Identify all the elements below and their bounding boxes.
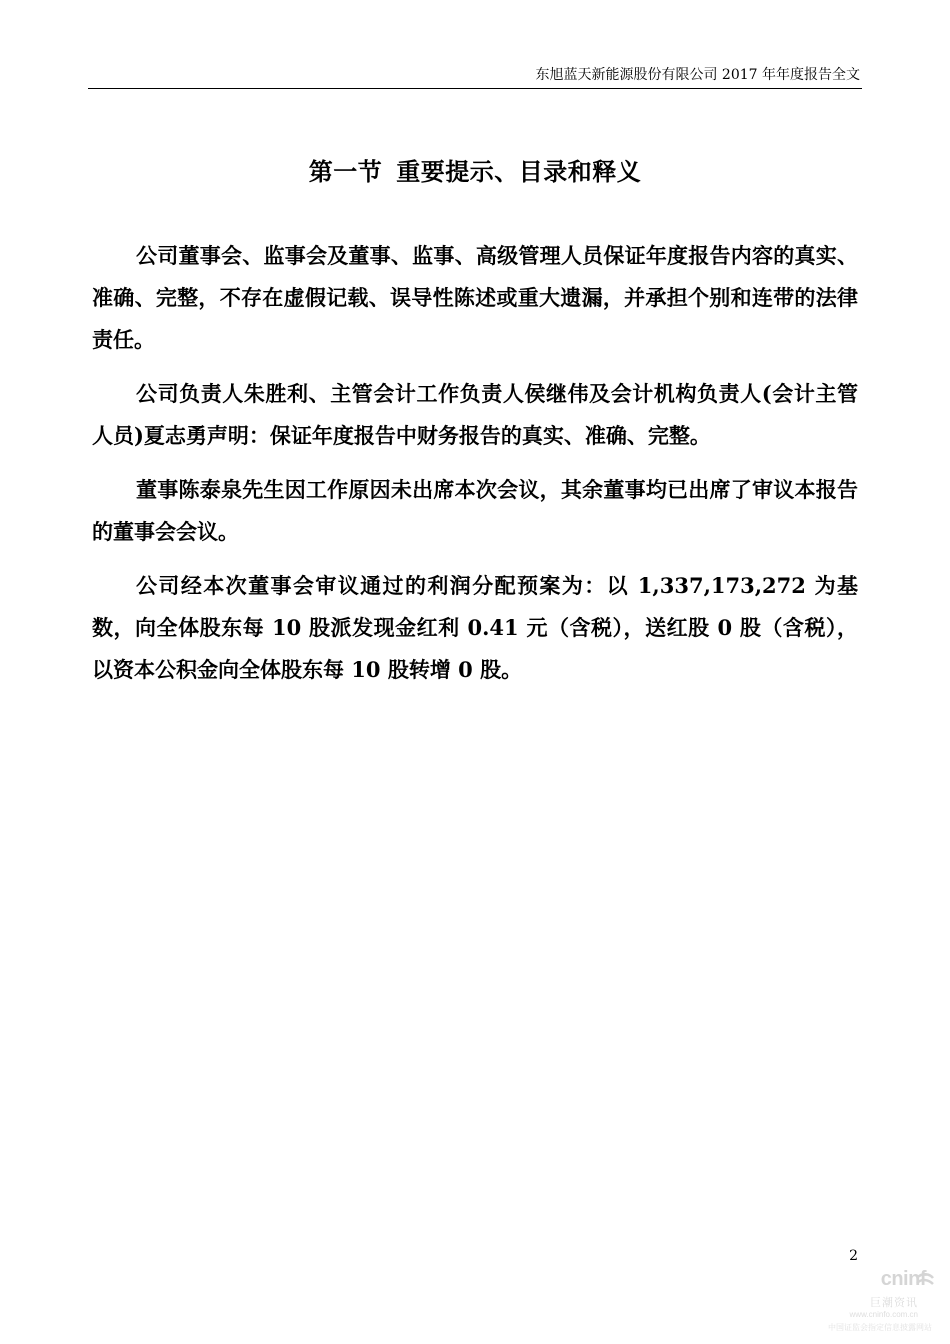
section-number: 第一节 — [308, 157, 383, 186]
paragraph-profit-distribution: 公司经本次董事会审议通过的利润分配预案为：以 1,337,173,272 为基数，向全体股东每 10 股派发现金红利 0.41 元（含税），送红股 0 股（含税），以资本公积金向全体股东每 10 股转增 0 股。 — [92, 573, 858, 682]
paragraph-financial-statement: 公司负责人朱胜利、主管会计工作负责人侯继伟及会计机构负责人(会计主管人员)夏志勇声明：保证年度报告中财务报告的真实、准确、完整。 — [92, 381, 858, 448]
watermark-logo-text: cninf — [880, 1268, 926, 1290]
section-title — [0, 152, 950, 187]
swirl-icon — [914, 1270, 936, 1292]
watermark-url: www.cninfo.com.cn — [849, 1310, 918, 1319]
cninfo-watermark — [826, 1268, 936, 1338]
paragraph-director-absence: 董事陈泰泉先生因工作原因未出席本次会议，其余董事均已出席了审议本报告的董事会会议。 — [92, 477, 858, 544]
watermark-name: 巨潮资讯 — [870, 1296, 918, 1309]
page-number: 2 — [849, 1248, 858, 1264]
notice-body — [92, 235, 858, 703]
paragraph-board-guarantee: 公司董事会、监事会及董事、监事、高级管理人员保证年度报告内容的真实、准确、完整，不存在虚假记载、误导性陈述或重大遗漏，并承担个别和连带的法律责任。 — [92, 243, 858, 352]
running-header: 东旭蓝天新能源股份有限公司 2017 年年度报告全文 — [535, 67, 860, 83]
section-heading: 重要提示、目录和释义 — [396, 157, 642, 186]
watermark-tagline: 中国证监会指定信息披露网站 — [828, 1323, 932, 1332]
header-divider — [88, 88, 862, 89]
